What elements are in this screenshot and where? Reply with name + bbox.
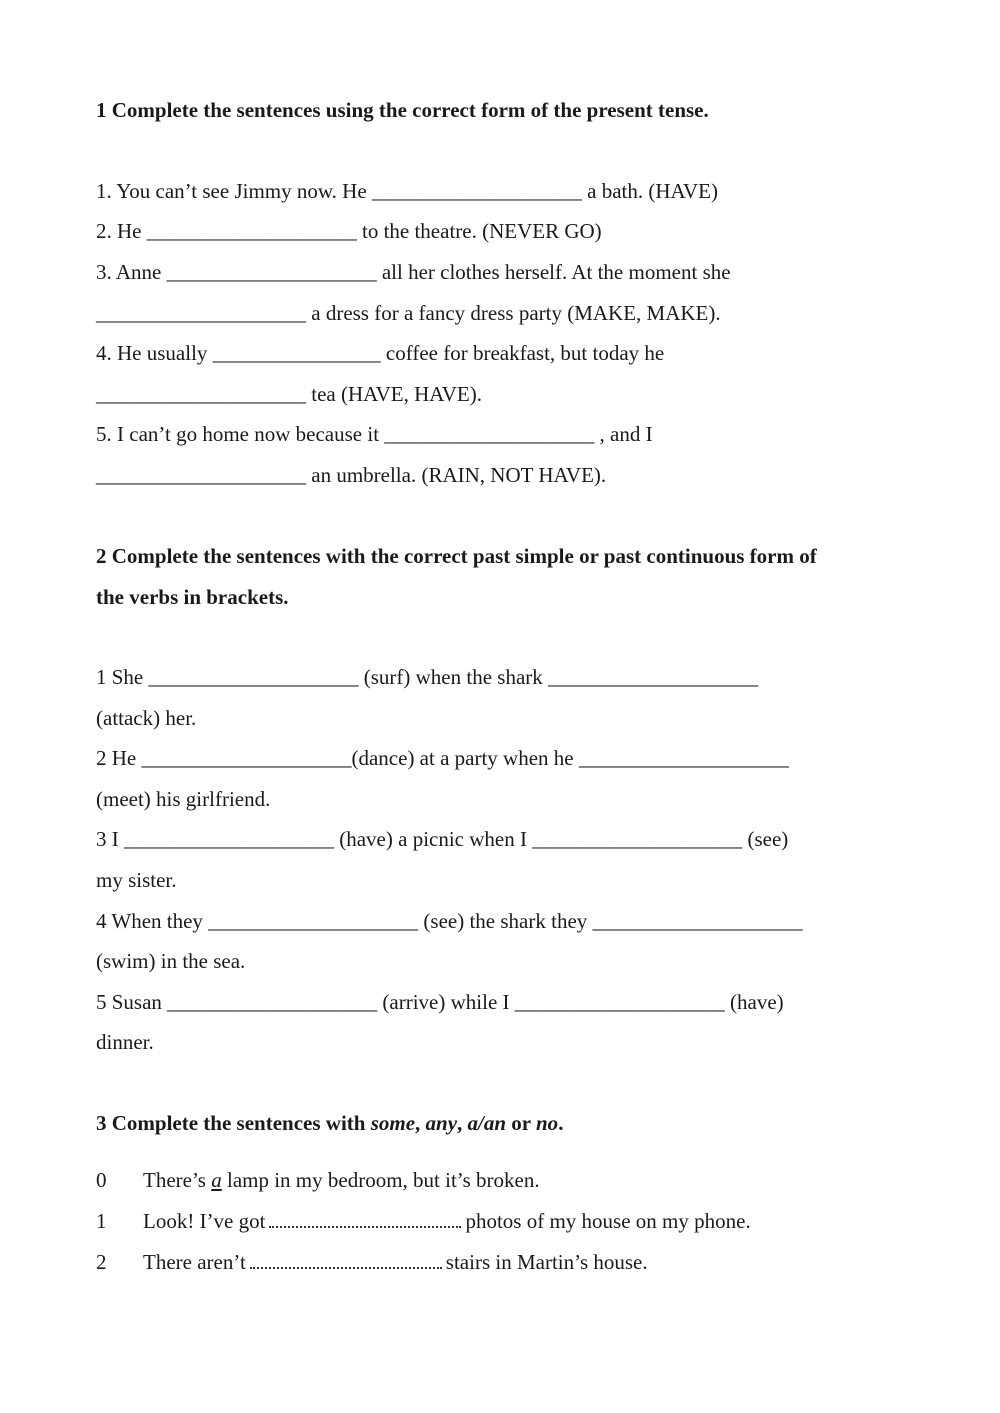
s2-line-1: 1 She ____________________ (surf) when the shark ____________________ [96, 665, 759, 689]
s2-line-6: my sister. [96, 868, 177, 892]
comma-2: , [457, 1111, 468, 1135]
s3-item-0-text [143, 1170, 540, 1191]
s3-item-1-before: Look! I’ve got [143, 1209, 266, 1233]
s3-item-2-answer-blank[interactable] [250, 1266, 442, 1269]
s3-item-2-before: There aren’t [143, 1250, 246, 1274]
section-2-heading-line-2: the verbs in brackets. [96, 585, 289, 609]
option-or: or [506, 1111, 536, 1135]
comma-1: , [415, 1111, 426, 1135]
s3-item-2-after: stairs in Martin’s house. [445, 1250, 648, 1274]
s2-line-2: (attack) her. [96, 706, 197, 730]
option-some: some [370, 1111, 416, 1135]
s3-item-2-number: 2 [96, 1250, 107, 1274]
option-no: no [536, 1111, 559, 1135]
s3-item-0-example-answer: a [211, 1168, 222, 1192]
s3-item-0-before: There’s [143, 1168, 212, 1192]
s2-line-7: 4 When they ____________________ (see) the shark they ____________________ [96, 909, 803, 933]
s1-line-6: ____________________ tea (HAVE, HAVE). [96, 382, 482, 406]
option-any: any [425, 1111, 458, 1135]
s1-line-5: 4. He usually ________________ coffee for breakfast, but today he [96, 341, 665, 365]
s1-line-2: 2. He ____________________ to the theatre. (NEVER GO) [96, 219, 602, 243]
s3-item-1-number: 1 [96, 1209, 107, 1233]
s3-item-1-answer-blank[interactable] [269, 1225, 461, 1228]
s2-line-4: (meet) his girlfriend. [96, 787, 271, 811]
s3-item-2-text [143, 1252, 648, 1273]
s3-item-0-number: 0 [96, 1168, 107, 1192]
option-a-an: a/an [467, 1111, 507, 1135]
s2-line-3: 2 He ____________________(dance) at a party when he ____________________ [96, 746, 789, 770]
s1-line-1: 1. You can’t see Jimmy now. He ____________________ a bath. (HAVE) [96, 179, 718, 203]
s1-line-4: ____________________ a dress for a fancy dress party (MAKE, MAKE). [96, 301, 721, 325]
section-3-heading [96, 1113, 563, 1134]
section-3-heading-prefix: 3 Complete the sentences with [96, 1111, 371, 1135]
s2-line-9: 5 Susan ____________________ (arrive) while I ____________________ (have) [96, 990, 784, 1014]
s3-item-1-after: photos of my house on my phone. [465, 1209, 751, 1233]
period: . [558, 1111, 564, 1135]
s1-line-3: 3. Anne ____________________ all her clothes herself. At the moment she [96, 260, 731, 284]
s2-line-8: (swim) in the sea. [96, 949, 246, 973]
s2-line-10: dinner. [96, 1030, 154, 1054]
s3-item-1-text [143, 1211, 751, 1232]
s1-line-8: ____________________ an umbrella. (RAIN, NOT HAVE). [96, 463, 607, 487]
section-2-heading-line-1: 2 Complete the sentences with the correct past simple or past continuous form of [96, 544, 817, 568]
s1-line-7: 5. I can’t go home now because it ____________________ , and I [96, 422, 653, 446]
s3-item-0-after: lamp in my bedroom, but it’s broken. [221, 1168, 540, 1192]
section-1-heading: 1 Complete the sentences using the correct form of the present tense. [96, 98, 709, 122]
s2-line-5: 3 I ____________________ (have) a picnic when I ____________________ (see) [96, 827, 789, 851]
